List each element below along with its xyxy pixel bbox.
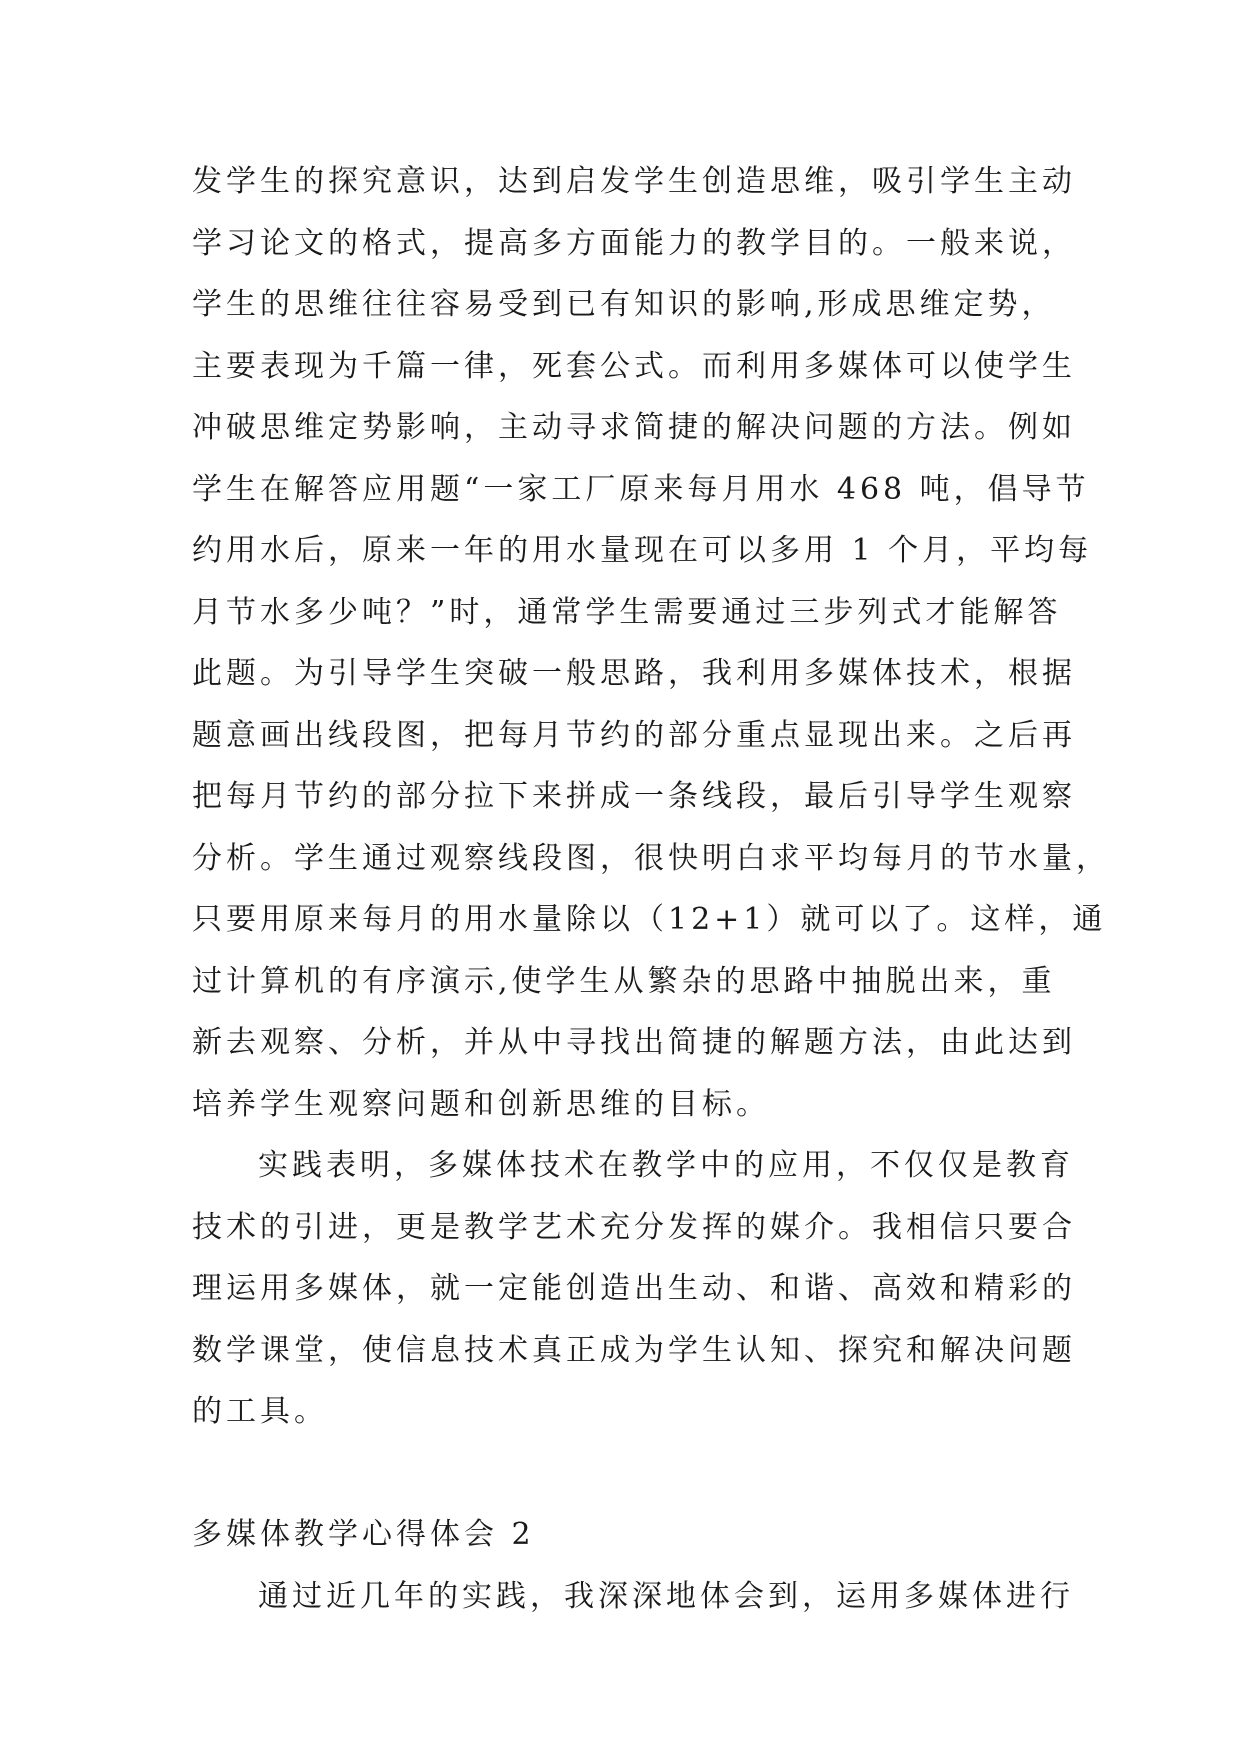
text-line: 技术的引进，更是教学艺术充分发挥的媒介。我相信只要合	[192, 1209, 1076, 1245]
text-line: 培养学生观察问题和创新思维的目标。	[192, 1086, 770, 1122]
text-line: 的工具。	[192, 1394, 328, 1429]
section-heading: 多媒体教学心得体会 2	[192, 1517, 535, 1552]
paragraph-2	[192, 1146, 1076, 1454]
text-line: 主要表现为千篇一律，死套公式。而利用多媒体可以使学生	[192, 348, 1076, 384]
document-body	[192, 162, 1110, 1638]
text-line: 理运用多媒体，就一定能创造出生动、和谐、高效和精彩的	[192, 1271, 1076, 1306]
text-line: 只要用原来每月的用水量除以（12+1）就可以了。这样，通	[192, 902, 1107, 937]
text-line: 过计算机的有序演示,使学生从繁杂的思路中抽脱出来，重	[192, 963, 1056, 999]
text-line: 冲破思维定势影响，主动寻求简捷的解决问题的方法。例如	[192, 410, 1076, 445]
text-line: 题意画出线段图，把每月节约的部分重点显现出来。之后再	[192, 717, 1076, 753]
text-line: 学生在解答应用题“一家工厂原来每月用水 468 吨，倡导节	[192, 471, 1090, 507]
text-line: 分析。学生通过观察线段图，很快明白求平均每月的节水量，	[192, 840, 1110, 876]
paragraph-1	[192, 162, 1110, 1146]
text-line: 约用水后，原来一年的用水量现在可以多用 1 个月，平均每	[192, 533, 1093, 568]
text-line: 数学课堂，使信息技术真正成为学生认知、探究和解决问题	[192, 1332, 1076, 1368]
paragraph-3	[192, 1577, 1072, 1639]
blank-line	[192, 1454, 1072, 1516]
text-line: 月节水多少吨？”时，通常学生需要通过三步列式才能解答	[192, 594, 1062, 630]
text-line: 实践表明，多媒体技术在教学中的应用，不仅仅是教育	[258, 1148, 1074, 1183]
text-line: 发学生的探究意识，达到启发学生创造思维，吸引学生主动	[192, 164, 1076, 199]
text-line: 学生的思维往往容易受到已有知识的影响,形成思维定势，	[192, 287, 1056, 322]
text-line: 把每月节约的部分拉下来拼成一条线段，最后引导学生观察	[192, 779, 1076, 814]
text-line: 通过近几年的实践，我深深地体会到，运用多媒体进行	[258, 1578, 1074, 1614]
text-line: 学习论文的格式，提高多方面能力的教学目的。一般来说，	[192, 225, 1076, 261]
text-line: 新去观察、分析，并从中寻找出简捷的解题方法，由此达到	[192, 1025, 1076, 1060]
text-line: 此题。为引导学生突破一般思路，我利用多媒体技术，根据	[192, 656, 1076, 691]
